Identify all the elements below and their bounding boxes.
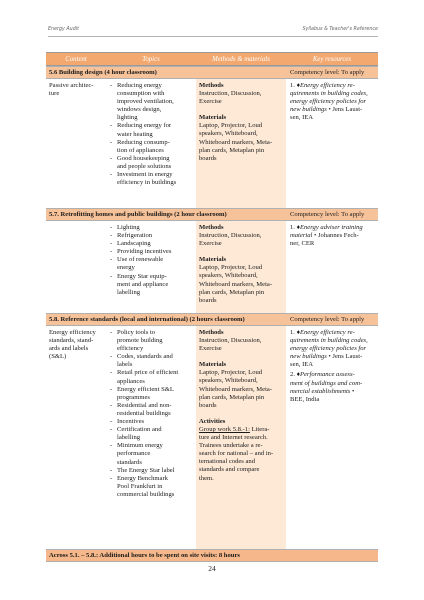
topic-line: - Codes, standards and: [117, 353, 173, 361]
header-rule: [48, 36, 378, 37]
materials-line: Laptop, Projector, Loud: [199, 369, 263, 377]
topic-item: [109, 256, 193, 272]
resource-item: [290, 329, 375, 369]
methods-line: Instruction, Discussion,: [199, 337, 262, 345]
running-header: [48, 27, 378, 39]
topic-line: appliances: [117, 377, 145, 385]
topic-line: - Residential and non-: [117, 401, 172, 409]
topic-line: performance: [117, 450, 151, 458]
diamond-icon: ♦: [294, 371, 300, 379]
header-right: Syllabus & Teacher's Reference: [302, 27, 378, 32]
topic-item: [109, 467, 193, 475]
spacer: [199, 248, 283, 256]
topic-item: [109, 139, 193, 155]
resource-item: [290, 371, 375, 403]
resource-author: • Jens Laust-: [326, 106, 363, 114]
section-heading-bar: [46, 313, 378, 326]
topic-line: labelling: [117, 288, 141, 296]
topic-item: [109, 248, 193, 256]
column-header-methods: Methods & materials: [212, 55, 270, 63]
additional-hours-bar: [46, 549, 378, 562]
topic-item: [109, 475, 193, 499]
activities-line: [199, 426, 283, 434]
materials-heading: Materials: [199, 361, 227, 369]
content-line: Passive architec-: [49, 82, 94, 89]
resource-title-text: Energy efficiency re-: [299, 329, 355, 336]
resource-line: [290, 82, 375, 90]
topic-item: [109, 329, 193, 353]
methods-materials-cell: [196, 221, 286, 313]
resource-title-text: ment of buildings and com-: [290, 379, 363, 387]
resource-line: [290, 388, 375, 396]
resource-title-text: new buildings: [290, 353, 327, 361]
section-row: [46, 221, 378, 313]
methods-materials-cell: [196, 326, 286, 549]
materials-line: Whiteboard markers, Meta-: [199, 280, 273, 288]
topic-line: - Retail price of efficient: [117, 369, 179, 377]
topic-line: windows design,: [117, 106, 162, 114]
resource-line: [290, 345, 375, 353]
table-header: [46, 52, 378, 66]
resource-author: BEE, India: [290, 395, 320, 403]
resource-title-text: material: [290, 232, 313, 240]
resource-author: sen, IEA: [290, 361, 314, 369]
topic-line: - Certification and: [117, 426, 162, 434]
topic-line: standards: [117, 458, 142, 466]
resource-line: [290, 337, 375, 345]
topic-item: [109, 369, 193, 385]
resource-line: [290, 380, 375, 388]
materials-line: plan cards, Metaplan pin: [199, 146, 265, 154]
topic-item: [109, 240, 193, 248]
topic-item: [109, 155, 193, 171]
page-number: 24: [208, 564, 216, 573]
group-work-label: Group work 5.8.-1:: [199, 425, 250, 433]
materials-line: boards: [199, 296, 217, 304]
methods-heading: Methods: [199, 329, 224, 336]
methods-materials-cell: [196, 79, 286, 208]
topic-line: efficiency in buildings: [117, 179, 177, 187]
resource-author: • Jens Laust-: [326, 353, 363, 361]
topic-line: - Investment in energy: [117, 171, 173, 179]
topic-line: commercial buildings: [117, 490, 175, 498]
topic-line: - Energy efficient S&L: [117, 385, 174, 393]
topic-line: lighting: [117, 114, 138, 122]
resource-number: 1.: [290, 82, 295, 89]
spacer: [199, 106, 283, 114]
resource-item: [290, 224, 375, 248]
methods-line: Exercise: [199, 240, 222, 248]
activities-line: ternational codes and: [199, 458, 256, 466]
spacer: [199, 353, 283, 361]
topic-line: - Good housekeeping: [117, 154, 170, 162]
section-row: [46, 326, 378, 549]
topics-cell: [106, 79, 196, 208]
content-cell: [46, 79, 106, 208]
content-line: ture: [49, 90, 60, 98]
resources-cell: [286, 221, 378, 313]
competency-level: Competency level: To apply: [290, 211, 365, 218]
materials-line: Laptop, Projector, Loud: [199, 122, 263, 130]
materials-line: Whiteboard markers, Meta-: [199, 138, 273, 146]
competency-level: Competency level: To apply: [290, 316, 365, 323]
topic-line: residential buildings: [117, 409, 171, 417]
resource-line: [290, 224, 375, 232]
topic-line: tion of appliances: [117, 146, 164, 154]
topic-line: water heating: [117, 130, 153, 138]
methods-heading: Methods: [199, 224, 224, 231]
topic-item: [109, 426, 193, 442]
topic-line: - The Energy Star label: [117, 466, 175, 474]
topic-line: efficiency: [117, 345, 144, 353]
topic-item: [109, 353, 193, 369]
topic-item: [109, 402, 193, 418]
activities-line: ture and Internet research.: [199, 434, 268, 442]
resources-cell: [286, 79, 378, 208]
activities-text: Litera-: [249, 425, 270, 433]
topic-item: [109, 82, 193, 122]
resource-title-text: Energy efficiency re-: [299, 82, 355, 89]
spacer: [199, 410, 283, 418]
table-sections: [46, 66, 378, 549]
diamond-icon: ♦: [294, 329, 300, 336]
methods-line: Instruction, Discussion,: [199, 232, 262, 240]
section-title: 5.8. Reference standards (local and international) (2 hours classroom): [49, 316, 245, 323]
resource-item: [290, 82, 375, 122]
resource-title-text: mercial establishments: [290, 387, 351, 395]
topic-line: and people solutions: [117, 162, 172, 170]
topic-item: [109, 171, 193, 187]
topic-line: - Lighting: [117, 224, 140, 231]
topics-list: [109, 224, 193, 297]
resource-title-text: Energy adviser training: [299, 224, 363, 231]
resource-title-text: new buildings: [290, 106, 327, 114]
activities-line: search for national – and in-: [199, 450, 274, 458]
topic-line: - Refrigeration: [117, 232, 153, 240]
resource-number: 1.: [290, 329, 295, 336]
resource-author: ner, CER: [290, 240, 315, 248]
resources-cell: [286, 326, 378, 549]
methods-line: Instruction, Discussion,: [199, 90, 262, 98]
materials-line: plan cards, Metaplan pin: [199, 393, 265, 401]
resource-line: [290, 90, 375, 98]
section-heading-bar: [46, 208, 378, 221]
resource-number: 1.: [290, 224, 295, 231]
competency-level: Competency level: To apply: [290, 69, 365, 76]
column-header-resources: Key resources: [312, 55, 352, 63]
topic-item: [109, 224, 193, 232]
resource-author: • Johannes Fech-: [312, 232, 359, 240]
topic-line: programmes: [117, 393, 150, 401]
content-cell: [46, 326, 106, 549]
topic-line: - Reducing energy for: [117, 122, 172, 130]
resource-line: [290, 106, 375, 114]
topic-line: - Reducing energy: [117, 82, 162, 89]
diamond-icon: ♦: [294, 224, 300, 231]
topic-line: - Incentives: [117, 418, 145, 426]
resource-line: [290, 371, 375, 379]
activities-line: Trainees undertake a re-: [199, 442, 263, 450]
topic-line: Pool Frankfurt in: [117, 482, 163, 490]
content-line: ards and labels: [49, 345, 89, 353]
topic-line: - Energy Benchmark: [117, 474, 168, 482]
column-header-topics: Topics: [142, 55, 160, 63]
topic-line: ment and appliance: [117, 280, 169, 288]
topic-item: [109, 386, 193, 402]
resource-line: [290, 98, 375, 106]
activities-heading: Activities: [199, 417, 226, 425]
topic-line: - Reducing consump-: [117, 138, 170, 146]
topic-item: [109, 273, 193, 297]
section-heading-bar: [46, 66, 378, 79]
topic-item: [109, 442, 193, 466]
materials-line: boards: [199, 154, 217, 162]
column-header-content: Content: [65, 55, 87, 63]
resource-line: [290, 232, 375, 240]
topic-line: - Energy Star equip-: [117, 272, 167, 280]
syllabus-table: [46, 52, 378, 562]
topics-cell: [106, 221, 196, 313]
topic-line: consumption with: [117, 90, 165, 98]
header-left: Energy Audit: [48, 27, 79, 32]
diamond-icon: ♦: [294, 82, 300, 89]
topic-line: energy: [117, 264, 135, 272]
section-title: 5.6 Building design (4 hour classroom): [49, 69, 157, 76]
topic-line: - Use of renewable: [117, 256, 164, 264]
resource-line: [290, 353, 375, 361]
materials-line: Whiteboard markers, Meta-: [199, 385, 273, 393]
topic-line: improved ventilation,: [117, 98, 174, 106]
materials-line: boards: [199, 401, 217, 409]
resource-author: •: [350, 387, 355, 395]
resource-title-text: energy efficiency policies for: [290, 345, 367, 353]
content-cell: [46, 221, 106, 313]
materials-line: speakers, Whiteboard,: [199, 377, 258, 385]
additional-hours-note: Across 5.1. – 5.8.: Additional hours to be spent on site visits: 8 hours: [49, 552, 240, 559]
materials-line: Laptop, Projector, Loud: [199, 264, 263, 272]
topic-line: - Landscaping: [117, 240, 151, 248]
content-line: standards, stand-: [49, 337, 94, 345]
topic-item: [109, 232, 193, 240]
topic-item: [109, 418, 193, 426]
resource-number: 2.: [290, 371, 295, 379]
topic-line: promote building: [117, 337, 163, 345]
content-line: Energy efficiency: [49, 329, 96, 336]
methods-line: Exercise: [199, 98, 222, 106]
resource-title-text: energy efficiency policies for: [290, 98, 367, 106]
topics-list: [109, 329, 193, 499]
resource-title-text: quirements in building codes,: [290, 337, 368, 345]
resource-author: sen, IEA: [290, 114, 314, 122]
materials-heading: Materials: [199, 114, 227, 122]
topics-cell: [106, 326, 196, 549]
topic-line: - Providing incentives: [117, 248, 172, 256]
resource-title-text: quirements in building codes,: [290, 90, 368, 98]
materials-heading: Materials: [199, 256, 227, 264]
methods-heading: Methods: [199, 82, 224, 89]
section-title: 5.7. Retrofitting homes and public buildings (2 hour classroom): [49, 211, 227, 218]
methods-line: Exercise: [199, 345, 222, 353]
resource-line: [290, 329, 375, 337]
materials-line: speakers, Whiteboard,: [199, 272, 258, 280]
materials-line: plan cards, Metaplan pin: [199, 288, 265, 296]
content-line: (S&L): [49, 353, 67, 361]
topic-line: - Minimum energy: [117, 442, 163, 450]
topic-line: labels: [117, 361, 133, 369]
topic-line: - Policy tools to: [117, 329, 156, 336]
materials-line: speakers, Whiteboard,: [199, 130, 258, 138]
resource-title-text: Performance assess-: [299, 371, 355, 379]
activities-line: them.: [199, 474, 214, 482]
topics-list: [109, 82, 193, 187]
section-row: [46, 79, 378, 208]
topic-item: [109, 122, 193, 138]
activities-line: standards and compare: [199, 466, 260, 474]
topic-line: labelling: [117, 434, 141, 442]
